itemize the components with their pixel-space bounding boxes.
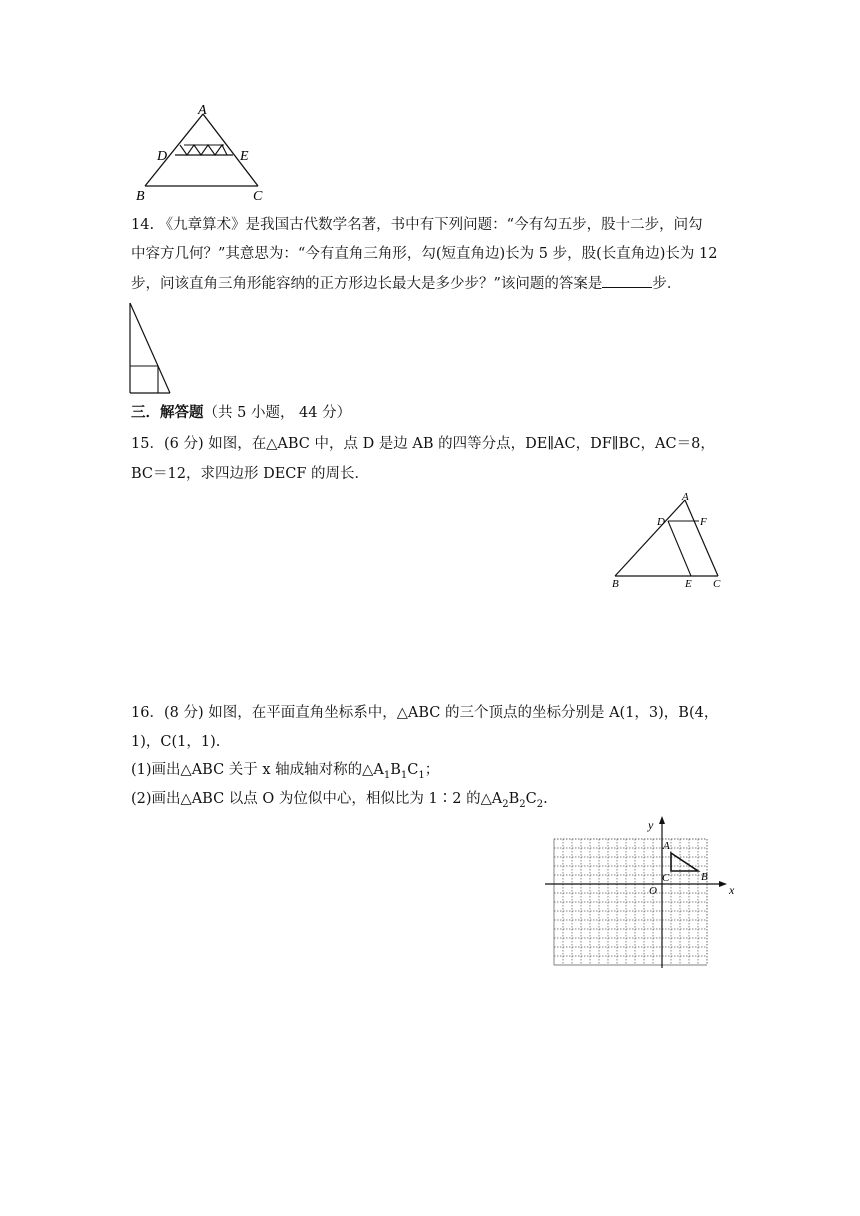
q15-line-1: 15．(6 分) 如图，在△ABC 中，点 D 是边 AB 的四等分点，DE∥AC，DF∥BC，AC＝8，	[131, 436, 715, 452]
q13-label-c: C	[253, 189, 263, 204]
q16-line-3-d: ；	[424, 762, 440, 778]
q16-line-4-a: (2)画出△ABC 以点 O 为位似中心，相似比为 1∶2 的△A	[131, 791, 503, 807]
q15-label-f: F	[700, 516, 707, 528]
q16-line-3-a: (1)画出△ABC 关于 x 轴成轴对称的△A	[131, 762, 384, 778]
q15-label-d: D	[657, 516, 665, 528]
q15-label-a: A	[682, 491, 689, 503]
grid-label-a: A	[663, 840, 670, 852]
section-heading	[131, 403, 351, 423]
q13-label-a: A	[198, 103, 207, 118]
q14-line-1: 14. 《九章算术》是我国古代数学名著，书中有下列问题：“今有勾五步，股十二步，问勾	[131, 217, 703, 233]
q16-line-4-sub2: 2	[519, 798, 526, 810]
q15-label-e: E	[685, 578, 692, 590]
q16-line-3-c: C	[407, 762, 419, 778]
origin-label: O	[649, 885, 657, 897]
x-axis-label: x	[729, 883, 735, 897]
answer-blank[interactable]	[602, 273, 652, 288]
q14-line-3	[131, 273, 681, 294]
y-axis-arrow-icon	[659, 816, 665, 824]
section-title: 三．解答题	[131, 404, 204, 421]
q16-line-4	[131, 789, 548, 815]
section-note: （共 5 小题， 44 分）	[203, 405, 352, 421]
q16-coordinate-grid	[545, 814, 740, 972]
y-axis-label: y	[648, 818, 654, 832]
q16-line-1: 16．(8 分) 如图，在平面直角坐标系中，△ABC 的三个顶点的坐标分别是 A(1，3)，B(4，	[131, 705, 719, 721]
q14-figure	[126, 300, 178, 396]
q15-figure	[605, 488, 735, 592]
q14-line-3-text: 步，问该直角三角形能容纳的正方形边长最大是多少步？”该问题的答案是	[131, 276, 603, 292]
q16-line-4-c: C	[525, 791, 537, 807]
grid-label-c: C	[662, 872, 670, 884]
grid-lines	[554, 839, 707, 965]
q16-line-3-sub3: 1	[418, 769, 425, 781]
q15-line-2: BC＝12，求四边形 DECF 的周长．	[131, 466, 370, 482]
q16-line-3	[131, 760, 439, 786]
q14-line-3-end: 步．	[652, 276, 682, 292]
q16-line-3-b: B	[390, 762, 401, 778]
q14-line-2: 中容方几何？”其意思为：“今有直角三角形，勾(短直角边)长为 5 步，股(长直角边)长为 12	[131, 246, 718, 262]
triangle-abc	[671, 853, 698, 871]
q15-label-b: B	[612, 578, 619, 590]
q16-line-2: 1)，C(1，1).	[131, 734, 221, 750]
q13-label-b: B	[136, 189, 145, 204]
q16-line-4-d: .	[543, 791, 548, 807]
q16-line-3-sub1: 1	[383, 769, 391, 781]
x-axis-arrow-icon	[719, 881, 727, 887]
q13-figure	[130, 100, 280, 205]
q13-label-d: D	[157, 149, 168, 164]
q13-label-e: E	[240, 149, 249, 164]
q16-line-3-sub2: 1	[400, 769, 408, 781]
q16-line-4-sub1: 2	[502, 798, 509, 810]
grid-label-b: B	[701, 871, 708, 883]
q16-line-4-b: B	[508, 791, 520, 807]
q16-line-4-sub3: 2	[536, 798, 544, 810]
q15-label-c: C	[713, 578, 721, 590]
